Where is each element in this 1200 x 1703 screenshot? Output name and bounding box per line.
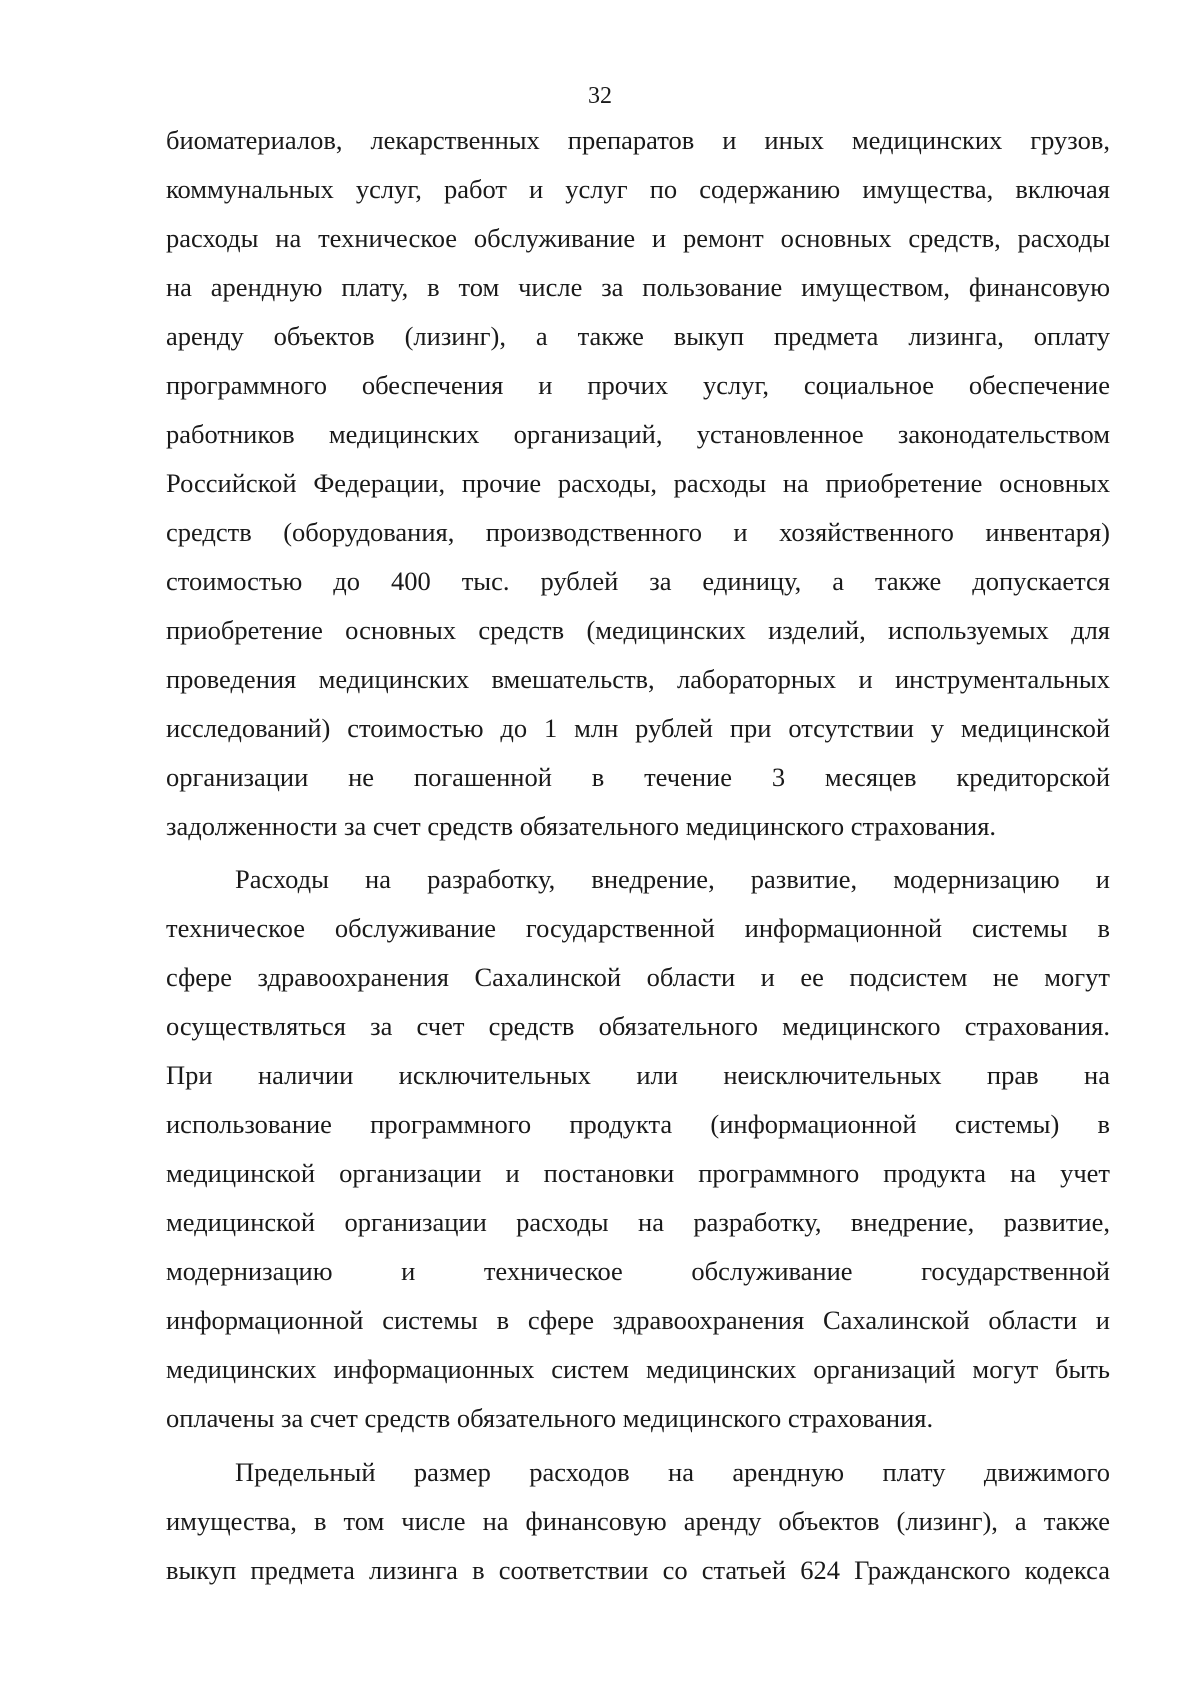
page-number: 32 — [588, 83, 612, 109]
text-line: задолженности за счет средств обязательного медицинского страхования. — [166, 811, 997, 841]
text-line: информационной системы в сфере здравоохранения Сахалинской области и — [166, 1305, 1110, 1335]
text-line: приобретение основных средств (медицинских изделий, используемых для — [166, 615, 1110, 645]
text-line: Предельный размер расходов на арендную плату движимого — [235, 1457, 1110, 1487]
text-line: Расходы на разработку, внедрение, развитие, модернизацию и — [235, 864, 1110, 894]
paragraph-1 — [166, 116, 1110, 851]
text-line: модернизацию и техническое обслуживание государственной — [166, 1256, 1110, 1286]
text-line: биоматериалов, лекарственных препаратов и иных медицинских грузов, — [166, 125, 1110, 155]
text-line: средств (оборудования, производственного и хозяйственного инвентаря) — [166, 517, 1110, 547]
text-line: организации не погашенной в течение 3 месяцев кредиторской — [166, 762, 1110, 792]
paragraph-3 — [166, 1448, 1110, 1595]
text-line: работников медицинских организаций, установленное законодательством — [166, 419, 1110, 449]
text-line: сфере здравоохранения Сахалинской области и ее подсистем не могут — [166, 962, 1110, 992]
text-line: на арендную плату, в том числе за пользование имуществом, финансовую — [166, 272, 1110, 302]
text-line: техническое обслуживание государственной информационной системы в — [166, 913, 1110, 943]
text-line: аренду объектов (лизинг), а также выкуп предмета лизинга, оплату — [166, 321, 1110, 351]
text-line: выкуп предмета лизинга в соответствии со статьей 624 Гражданского кодекса — [166, 1555, 1110, 1585]
text-line: При наличии исключительных или неисключительных прав на — [166, 1060, 1110, 1090]
text-line: использование программного продукта (информационной системы) в — [166, 1109, 1110, 1139]
text-line: оплачены за счет средств обязательного медицинского страхования. — [166, 1403, 934, 1433]
text-line: расходы на техническое обслуживание и ремонт основных средств, расходы — [166, 223, 1110, 253]
text-line: программного обеспечения и прочих услуг, социальное обеспечение — [166, 370, 1110, 400]
text-line: имущества, в том числе на финансовую аренду объектов (лизинг), а также — [166, 1506, 1110, 1536]
text-line: медицинской организации расходы на разработку, внедрение, развитие, — [166, 1207, 1110, 1237]
text-line: осуществляться за счет средств обязательного медицинского страхования. — [166, 1011, 1110, 1041]
text-line: медицинских информационных систем медицинских организаций могут быть — [166, 1354, 1110, 1384]
text-line: исследований) стоимостью до 1 млн рублей при отсутствии у медицинской — [166, 713, 1110, 743]
text-line: Российской Федерации, прочие расходы, расходы на приобретение основных — [166, 468, 1110, 498]
text-line: стоимостью до 400 тыс. рублей за единицу, а также допускается — [166, 566, 1110, 596]
text-line: проведения медицинских вмешательств, лабораторных и инструментальных — [166, 664, 1110, 694]
text-line: коммунальных услуг, работ и услуг по содержанию имущества, включая — [166, 174, 1110, 204]
text-line: медицинской организации и постановки программного продукта на учет — [166, 1158, 1110, 1188]
paragraph-2 — [166, 855, 1110, 1443]
